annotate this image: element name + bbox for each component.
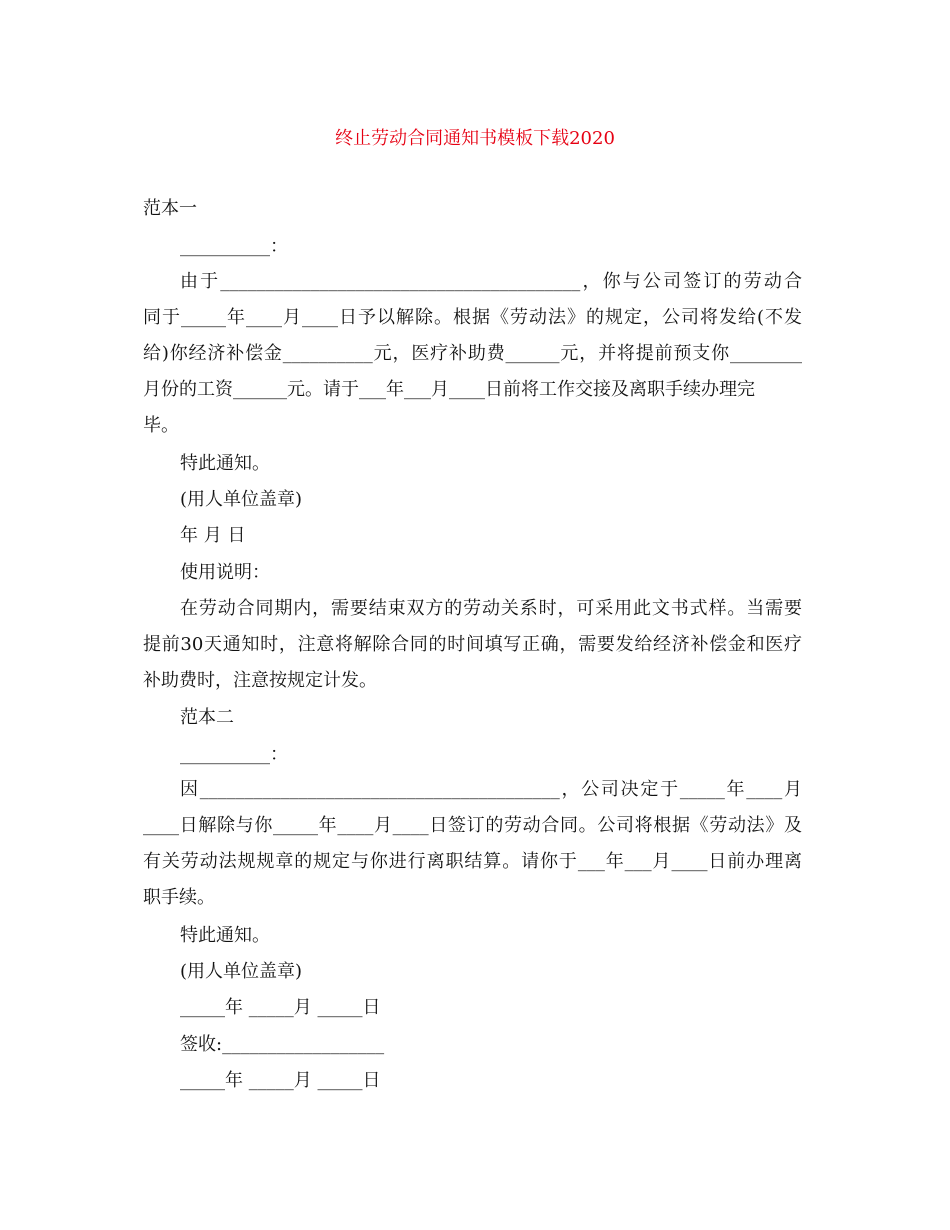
- template2-body-line: 因________________________________________，公司决定于_____年____月: [180, 779, 802, 800]
- template2-date: _____年 _____月 _____日: [180, 997, 381, 1018]
- template1-date: 年 月 日: [180, 525, 246, 546]
- sign-date: _____年 _____月 _____日: [180, 1070, 381, 1091]
- template2-notice: 特此通知。: [180, 925, 270, 946]
- template1-body-line: 给)你经济补偿金__________元，医疗补助费______元，并将提前预支你________: [143, 343, 802, 364]
- usage-line: 提前30天通知时，注意将解除合同的时间填写正确，需要发给经济补偿金和医疗: [143, 634, 802, 655]
- template2-seal: (用人单位盖章): [180, 961, 303, 982]
- usage-heading: 使用说明：: [180, 562, 270, 583]
- template1-notice: 特此通知。: [180, 453, 270, 474]
- template1-body-line: 毕。: [143, 415, 179, 436]
- template2-addressee: __________：: [180, 744, 288, 765]
- template2-body-line: 有关劳动法规规章的规定与你进行离职结算。请你于___年___月____日前办理离: [143, 851, 802, 872]
- template1-seal: (用人单位盖章): [180, 489, 303, 510]
- template2-body-line: 职手续。: [143, 887, 215, 908]
- sign-field: 签收:__________________: [180, 1034, 385, 1055]
- template1-body-line: 由于________________________________________，你与公司签订的劳动合: [180, 271, 802, 292]
- template2-heading: 范本二: [180, 707, 234, 728]
- template1-body-line: 月份的工资______元。请于___年___月____日前将工作交接及离职手续办理完: [143, 379, 755, 400]
- document-title: 终止劳动合同通知书模板下载2020: [335, 128, 615, 149]
- usage-line: 在劳动合同期内，需要结束双方的劳动关系时，可采用此文书式样。当需要: [180, 598, 802, 619]
- template1-body-line: 同于_____年____月____日予以解除。根据《劳动法》的规定，公司将发给(不发: [143, 307, 802, 328]
- template1-addressee: __________：: [180, 236, 288, 257]
- template2-body-line: ____日解除与你_____年____月____日签订的劳动合同。公司将根据《劳动法》及: [143, 815, 802, 836]
- usage-line: 补助费时，注意按规定计发。: [143, 670, 377, 691]
- template1-heading: 范本一: [143, 198, 197, 219]
